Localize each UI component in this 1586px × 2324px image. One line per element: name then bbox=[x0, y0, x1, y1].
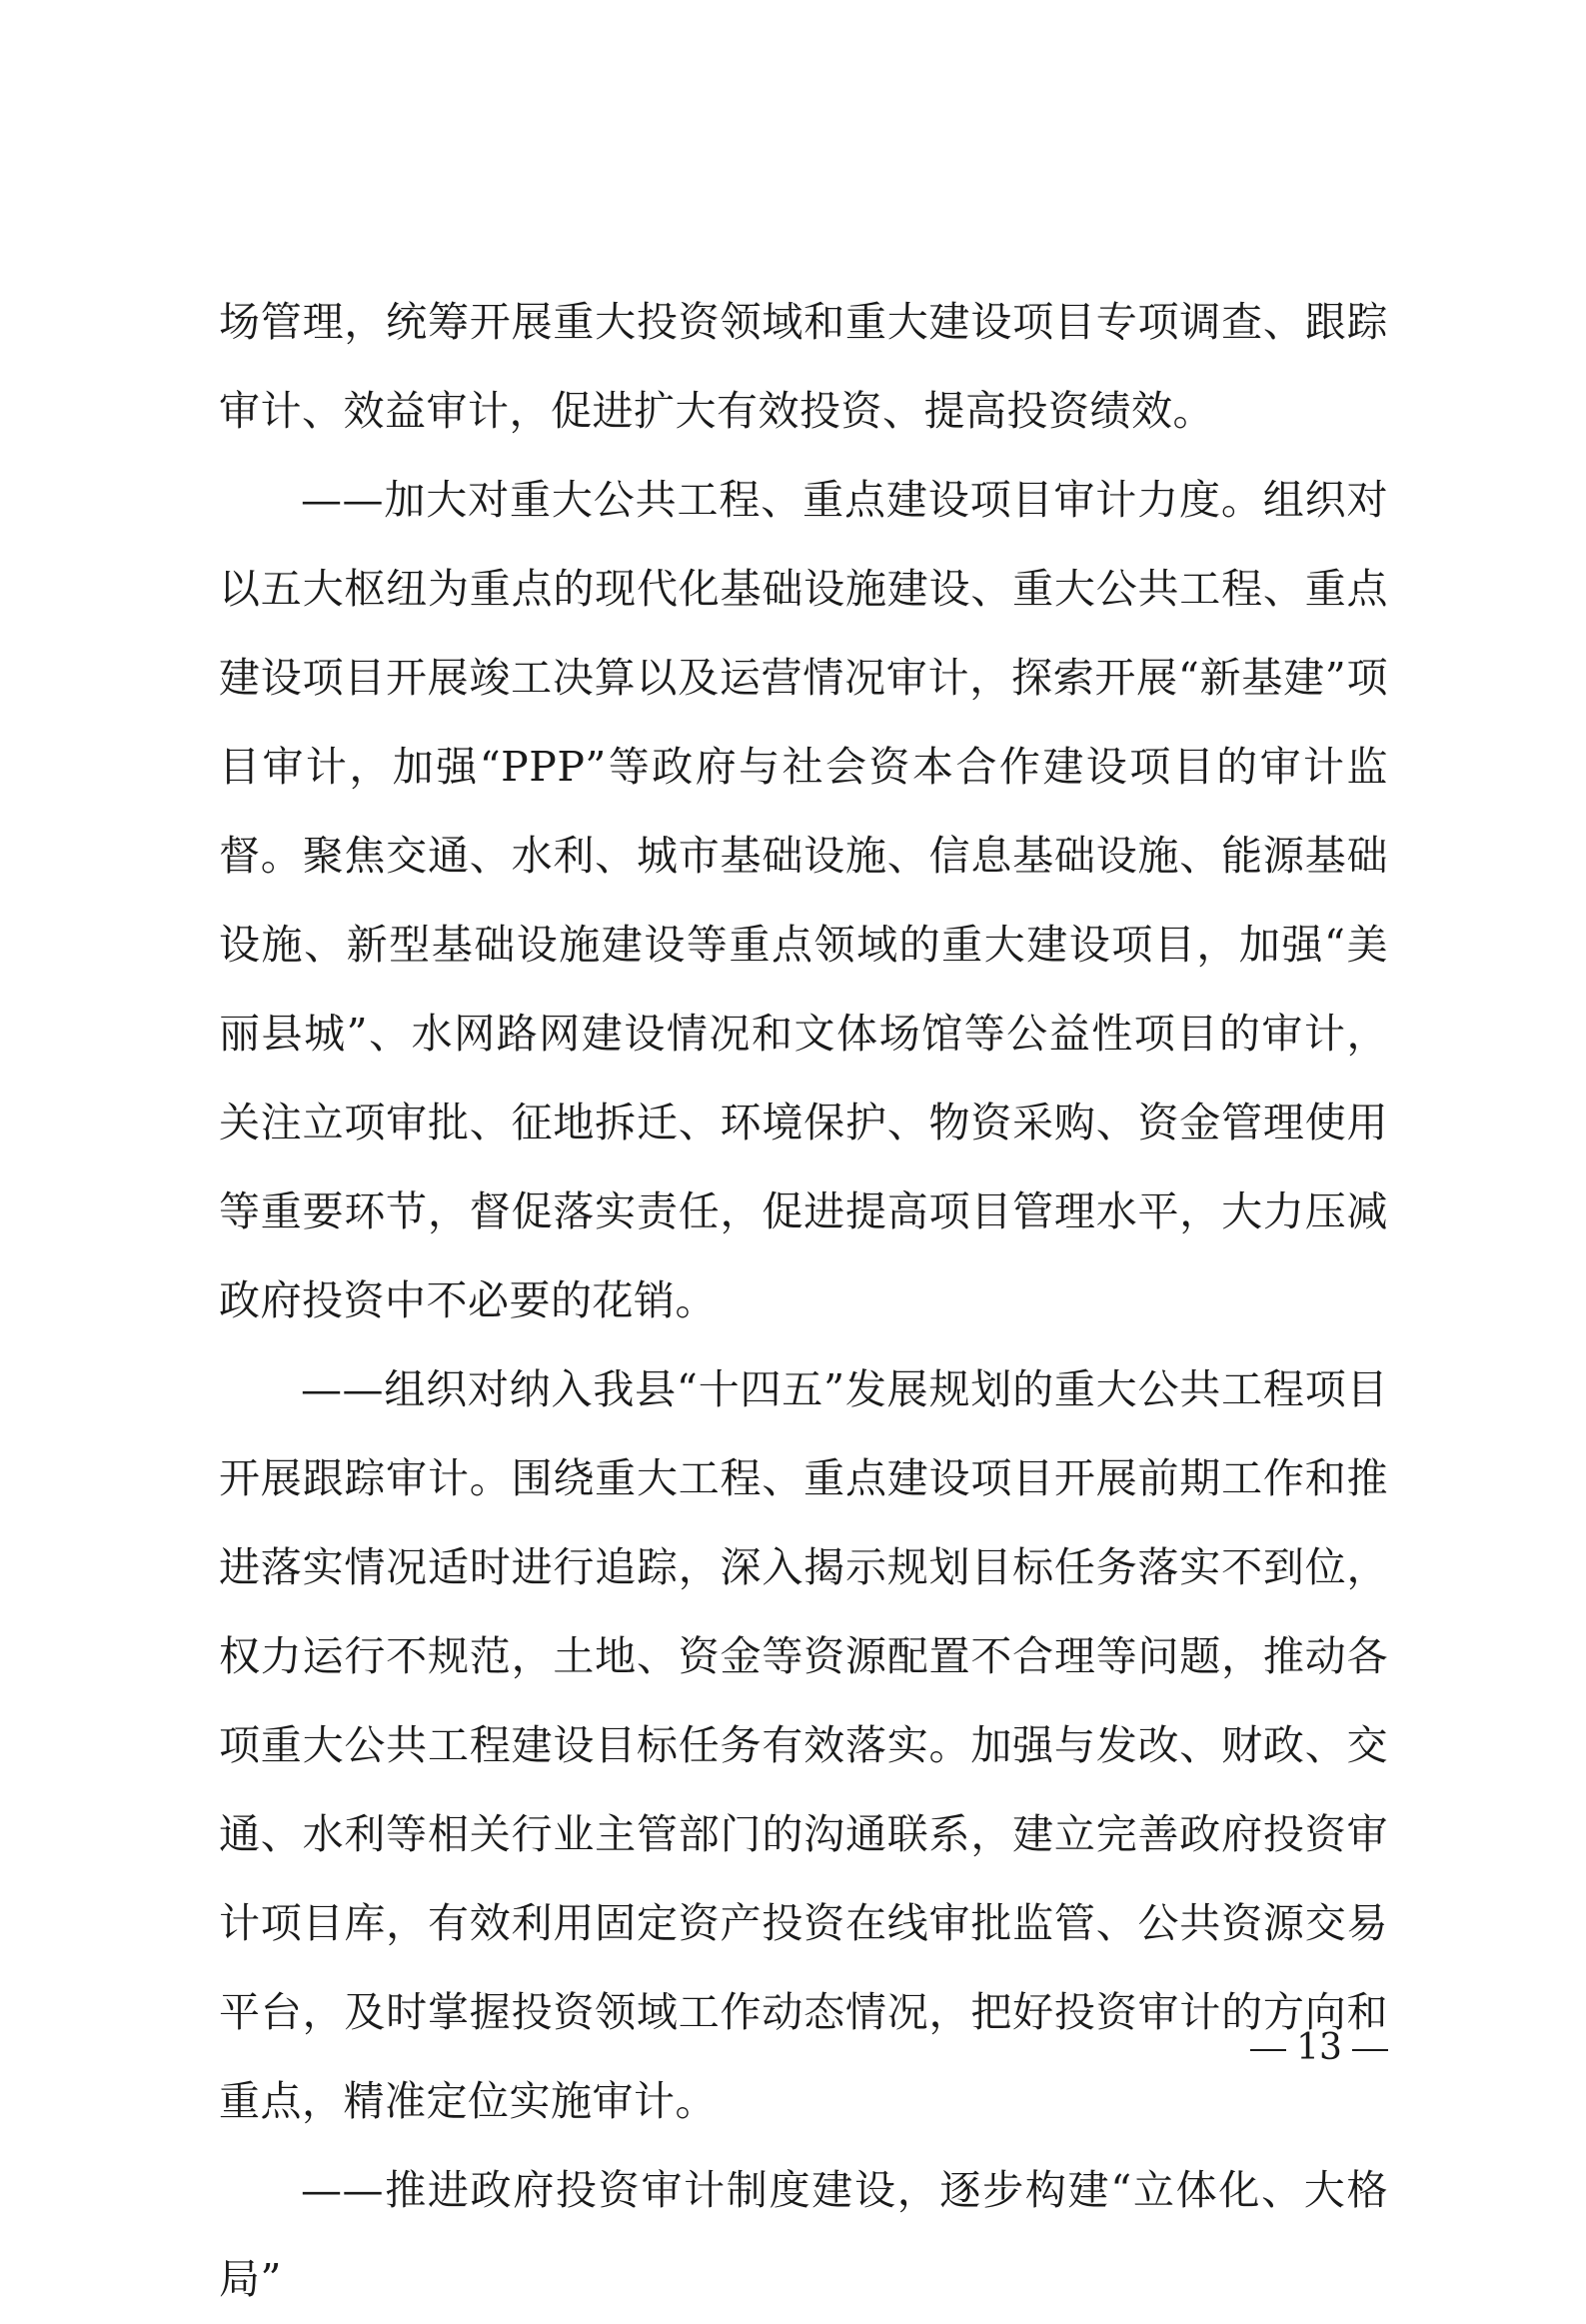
paragraph: ——推进政府投资审计制度建设，逐步构建“立体化、大格局” bbox=[219, 2166, 1388, 2303]
page-number-left-dash bbox=[1250, 2049, 1286, 2051]
paragraph: ——组织对纳入我县“十四五”发展规划的重大公共工程项目开展跟踪审计。围绕重大工程、重点建设项目开展前期工作和推进落实情况适时进行追踪，深入揭示规划目标任务落实不到位，权力运行不规范，土地、资金等资源配置不合理等问题，推动各项重大公共工程建设目标任务有效落实。加强与发改、财政、交通、水利等相关行业主管部门的沟通联系，建立完善政府投资审计项目库，有效利用固定资产投资在线审批监管、公共资源交易平台，及时掌握投资领域工作动态情况，把好投资审计的方向和重点，精准定位实施审计。 bbox=[219, 1365, 1388, 2125]
page-number-value: 13 bbox=[1296, 2027, 1342, 2068]
body-text bbox=[219, 278, 1388, 2324]
page-number bbox=[1239, 2027, 1399, 2068]
page-number-right-dash bbox=[1352, 2049, 1388, 2051]
paragraph: 场管理，统筹开展重大投资领域和重大建设项目专项调查、跟踪审计、效益审计，促进扩大有效投资、提高投资绩效。 bbox=[219, 298, 1388, 435]
paragraph: ——加大对重大公共工程、重点建设项目审计力度。组织对以五大枢纽为重点的现代化基础设施建设、重大公共工程、重点建设项目开展竣工决算以及运营情况审计，探索开展“新基建”项目审计，加强“PPP”等政府与社会资本合作建设项目的审计监督。聚焦交通、水利、城市基础设施、信息基础设施、能源基础设施、新型基础设施建设等重点领域的重大建设项目，加强“美丽县城”、水网路网建设情况和文体场馆等公益性项目的审计，关注立项审批、征地拆迁、环境保护、物资采购、资金管理使用等重要环节，督促落实责任，促进提高项目管理水平，大力压减政府投资中不必要的花销。 bbox=[219, 476, 1388, 1324]
